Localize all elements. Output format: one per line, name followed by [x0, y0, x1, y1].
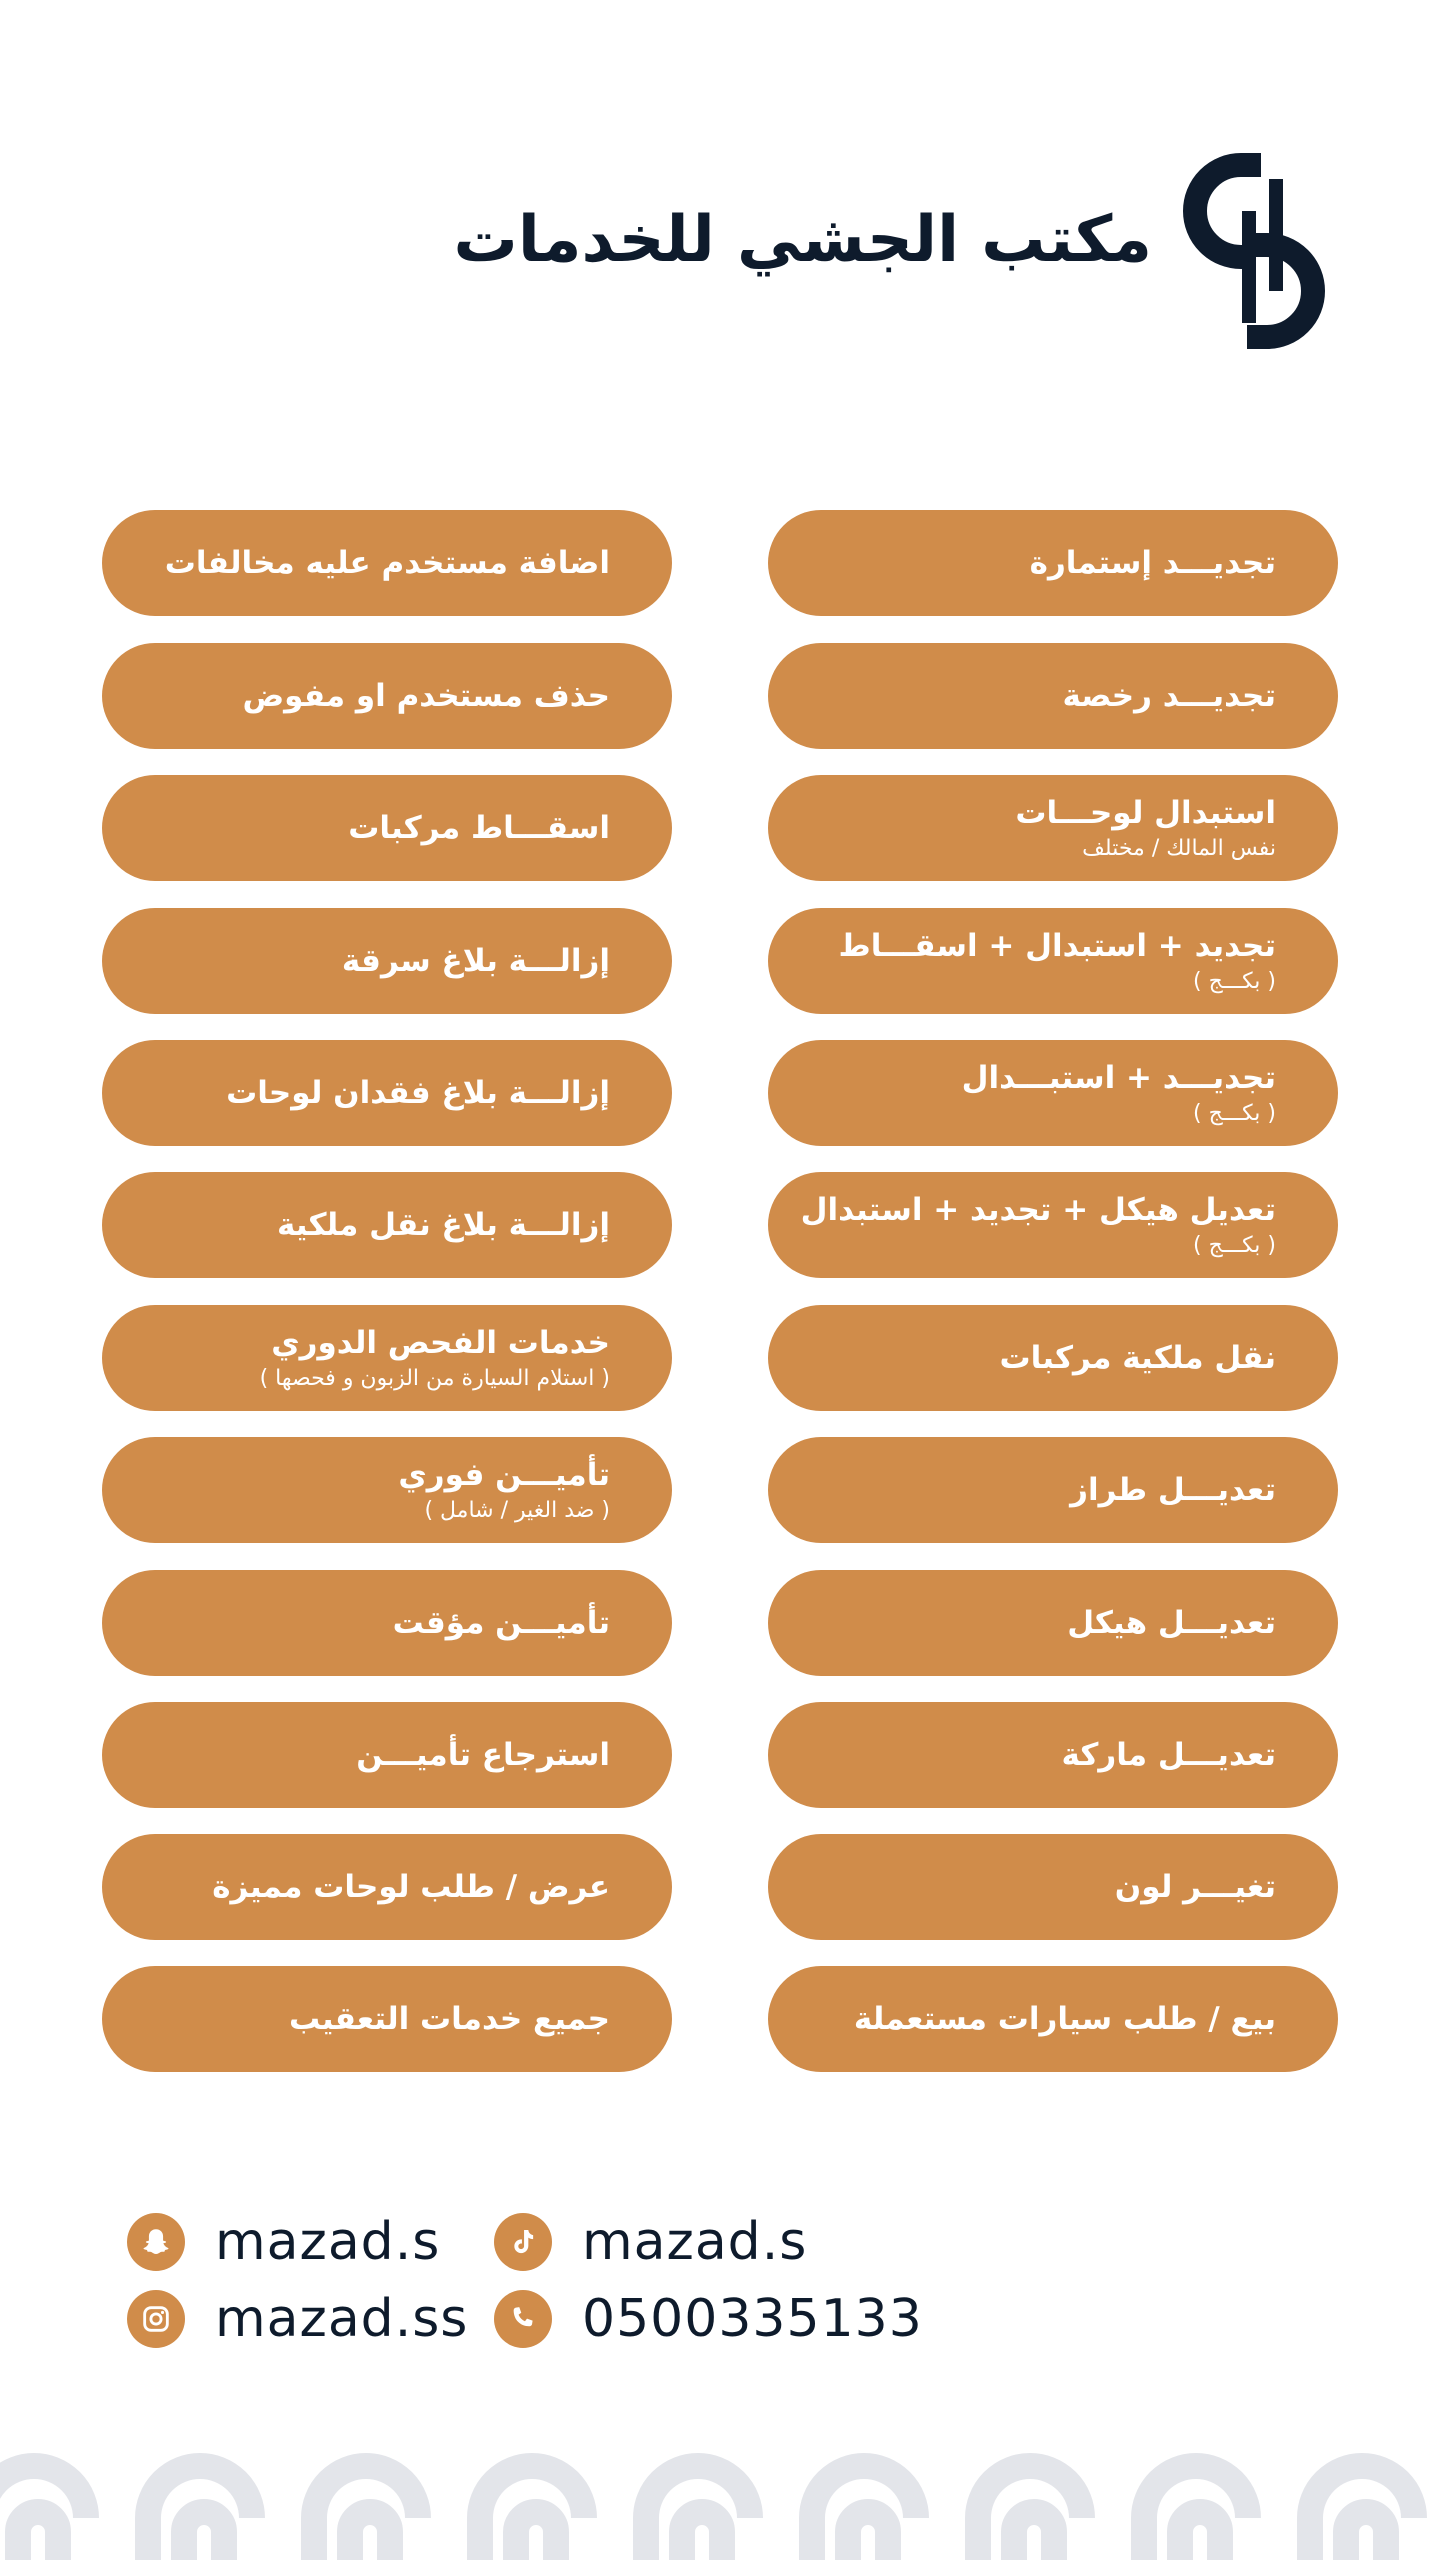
service-title: خدمات الفحص الدوري	[271, 1325, 610, 1361]
service-title: تعديل هيكل + تجديد + استبدال	[800, 1192, 1276, 1228]
service-title: جميع خدمات التعقيب	[289, 2001, 610, 2037]
service-modify-body[interactable]	[768, 1570, 1338, 1676]
service-title: اسقـــاط مركبات	[348, 810, 610, 846]
contact-info	[0, 2210, 1440, 2370]
service-remove-lost-plates-report[interactable]	[102, 1040, 672, 1146]
service-title: تجديـــد + استبـــدال	[961, 1060, 1276, 1096]
service-title: إزالـــة بلاغ سرقة	[341, 943, 610, 979]
service-title: نقل ملكية مركبات	[999, 1340, 1276, 1376]
service-title: تأميـــن مؤقت	[392, 1605, 610, 1641]
service-drop-vehicles[interactable]	[102, 775, 672, 881]
service-title: استرجاع تأميـــن	[356, 1737, 610, 1773]
service-subtitle: نفس المالك / مختلف	[1082, 836, 1276, 861]
service-instant-insurance[interactable]	[102, 1437, 672, 1543]
footer-pattern	[0, 2440, 1440, 2560]
service-special-plates[interactable]	[102, 1834, 672, 1940]
service-temporary-insurance[interactable]	[102, 1570, 672, 1676]
service-body-modify-package[interactable]	[768, 1172, 1338, 1278]
service-modify-model[interactable]	[768, 1437, 1338, 1543]
service-title: حذف مستخدم او مفوض	[242, 678, 610, 714]
service-remove-theft-report[interactable]	[102, 908, 672, 1014]
service-renew-replace-package[interactable]	[768, 1040, 1338, 1146]
contact-phone[interactable]	[494, 2287, 923, 2351]
service-all-follow-up[interactable]	[102, 1966, 672, 2072]
service-modify-brand[interactable]	[768, 1702, 1338, 1808]
service-title: تعديـــل هيكل	[1067, 1605, 1276, 1641]
service-title: عرض / طلب لوحات مميزة	[212, 1869, 610, 1905]
service-title: إزالـــة بلاغ فقدان لوحات	[226, 1075, 610, 1111]
service-renew-registration[interactable]	[768, 510, 1338, 616]
service-title: تجديـــد رخصة	[1062, 678, 1276, 714]
service-title: استبدال لوحـــات	[1015, 795, 1276, 831]
service-title: اضافة مستخدم عليه مخالفات	[164, 545, 610, 581]
tiktok-handle: mazad.s	[582, 2212, 808, 2272]
contact-snapchat[interactable]	[127, 2210, 440, 2274]
service-change-color[interactable]	[768, 1834, 1338, 1940]
service-renew-license[interactable]	[768, 643, 1338, 749]
contact-instagram[interactable]	[127, 2287, 468, 2351]
service-title: تأميـــن فوري	[398, 1457, 610, 1493]
service-title: تعديـــل ماركة	[1061, 1737, 1276, 1773]
phone-number: 0500335133	[582, 2289, 923, 2349]
service-title: تجديد + استبدال + اسقـــاط	[838, 928, 1276, 964]
service-replace-plates[interactable]	[768, 775, 1338, 881]
service-title: تعديـــل طراز	[1070, 1472, 1276, 1508]
instagram-handle: mazad.ss	[215, 2289, 469, 2349]
service-remove-transfer-report[interactable]	[102, 1172, 672, 1278]
service-ownership-transfer[interactable]	[768, 1305, 1338, 1411]
snapchat-icon	[127, 2213, 185, 2271]
service-title: تغيـــر لون	[1114, 1869, 1276, 1905]
page-title: مكتب الجشي للخدمات	[453, 203, 1152, 277]
service-subtitle: ( استلام السيارة من الزبون و فحصها )	[259, 1366, 610, 1391]
service-title: تجديـــد إستمارة	[1029, 545, 1276, 581]
instagram-icon	[127, 2290, 185, 2348]
phone-icon	[494, 2290, 552, 2348]
service-add-user-violations[interactable]	[102, 510, 672, 616]
service-delete-user[interactable]	[102, 643, 672, 749]
snapchat-handle: mazad.s	[215, 2212, 441, 2272]
tiktok-icon	[494, 2213, 552, 2271]
service-used-cars[interactable]	[768, 1966, 1338, 2072]
service-subtitle: ( بكـــج )	[1193, 969, 1276, 994]
service-renew-replace-drop-package[interactable]	[768, 908, 1338, 1014]
service-periodic-inspection[interactable]	[102, 1305, 672, 1411]
service-title: بيع / طلب سيارات مستعملة	[853, 2001, 1276, 2037]
service-insurance-refund[interactable]	[102, 1702, 672, 1808]
service-title: إزالـــة بلاغ نقل ملكية	[276, 1207, 610, 1243]
service-subtitle: ( بكـــج )	[1193, 1101, 1276, 1126]
contact-tiktok[interactable]	[494, 2210, 807, 2274]
service-subtitle: ( بكـــج )	[1193, 1233, 1276, 1258]
service-subtitle: ( ضد الغير / شامل )	[424, 1498, 610, 1523]
